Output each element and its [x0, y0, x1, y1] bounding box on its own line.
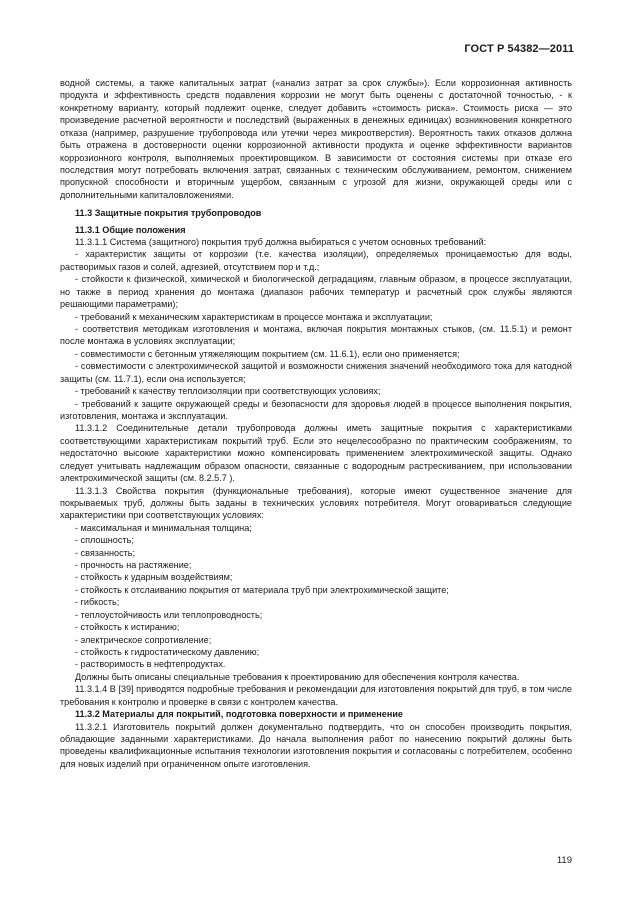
paragraph: 11.3.1.4 В [39] приводятся подробные требования и рекомендации для изготовления покрытий для труб, в том числе требования к контролю и проверке в связи с контролем качества.	[60, 684, 572, 707]
list-item: - стойкость к гидростатическому давлению;	[75, 646, 260, 657]
document-header: ГОСТ Р 54382—2011	[464, 43, 574, 55]
list-item: - гибкость;	[75, 597, 120, 608]
list-item: - связанность;	[75, 547, 136, 558]
list-item: - совместимости с бетонным утяжеляющим покрытием (см. 11.6.1), если оно применяется;	[75, 348, 460, 359]
section-heading: 11.3 Защитные покрытия трубопроводов	[75, 208, 262, 219]
list-item: - требований к механическим характеристикам в процессе монтажа и эксплуатации;	[75, 311, 433, 322]
list-item: - стойкость к ударным воздействиям;	[75, 572, 233, 583]
list-item: - требований к защите окружающей среды и безопасности для здоровья людей в процессе выполнения покрытия, изготовления, монтажа и эксплуатации.	[60, 398, 572, 421]
list-item: - соответствия методикам изготовления и монтажа, включая покрытия монтажных стыков, (см. 11.5.1) и ремонт после монтажа в условиях эксплуатации;	[60, 324, 572, 347]
paragraph: 11.3.1.1 Система (защитного) покрытия труб должна выбираться с учетом основных требований:	[75, 237, 487, 248]
paragraph: 11.3.1.3 Свойства покрытия (функциональные требования), которые имеют существенное значение для покрываемых труб, должны быть заданы в технических условиях потребителя. Могут оговариваться следующие характеристики при соответствующих условиях:	[60, 485, 572, 521]
paragraph: 11.3.2.1 Изготовитель покрытий должен документально подтвердить, что он способен производить покрытия, обладающие заданными характеристиками. До начала выполнения работ по нанесению покрытий должны быть проведены квалификационные испытания технологии изготовления покрытия и согласованы с потребителем, особенно для новых изделий при ограниченном опыте изготовления.	[60, 721, 572, 769]
list-item: - требований к качеству теплоизоляции при соответствующих условиях;	[75, 386, 381, 397]
list-item: - стойкость к отслаиванию покрытия от материала труб при электрохимической защите;	[75, 584, 449, 595]
list-item: - совместимости с электрохимической защитой и возможности снижения значений необходимого тока для катодной защиты (см. 11.7.1), если она используется;	[60, 361, 572, 384]
list-item: - стойкость к истиранию;	[75, 622, 180, 633]
subsection-heading: 11.3.2 Материалы для покрытий, подготовка поверхности и применение	[75, 709, 403, 720]
document-body	[60, 77, 572, 770]
list-item: - растворимость в нефтепродуктах.	[75, 659, 226, 670]
list-item: - теплоустойчивость или теплопроводность;	[75, 609, 263, 620]
list-item: - прочность на растяжение;	[75, 560, 192, 571]
list-item: - сплошность;	[75, 535, 134, 546]
list-item: - электрическое сопротивление;	[75, 634, 212, 645]
subsection-heading: 11.3.1 Общие положения	[75, 224, 186, 235]
list-item: - максимальная и минимальная толщина;	[75, 522, 252, 533]
list-item: - стойкости к физической, химической и биологической деградациям, главным образом, в процессе эксплуатации, но также в период хранения до монтажа (диапазон рабочих температур и расчетный срок службы являются решающими параметрами);	[60, 274, 572, 310]
paragraph: 11.3.1.2 Соединительные детали трубопровода должны иметь защитные покрытия с характеристиками соответствующими характеристикам покрытий труб. Если это нецелесообразно по практическим соображениям, то недостаточно высокие характеристики можно компенсировать применением электрохимической защиты. Однако следует учитывать надлежащим образом опасности, связанные с водородным растрескиванием, при использовании электрохимической защиты (см. 8.2.5.7 ).	[60, 423, 572, 484]
paragraph: водной системы, а также капитальных затрат («анализ затрат за срок службы»). Если коррозионная активность продукта и эффективность средств подавления коррозии не могут быть оценены с достаточной точностью, - к конкретному варианту, который подлежит оценке, следует добавить «стоимость риска». Стоимость риска — это произведение расчетной вероятности и последствий (выраженных в денежных единицах) возникновения конкретного отказа (например, разрушение трубопровода или утечки через микроотверстия). Вероятность таких отказов должна быть отражена в достоверности оценки коррозионной активности продукта и оценке эффективности вариантов коррозионного контроля, выполняемых проектировщиком. В зависимости от состояния системы при отказе его последствия могут потребовать включения затрат, связанных с техническим обслуживанием, ремонтом, снижением пропускной способности и вторичным ущербом, связанным с угрозой для жизни, окружающей среды или с дополнительными капиталовложениями.	[60, 78, 572, 200]
page-number: 119	[556, 855, 572, 866]
paragraph: Должны быть описаны специальные требования к проектированию для обеспечения контроля качества.	[75, 671, 520, 682]
list-item: - характеристик защиты от коррозии (т.е. качества изоляции), определяемых проницаемостью для воды, растворимых газов и солей, адгезией, отсутствием пор и т.д.;	[60, 249, 572, 272]
